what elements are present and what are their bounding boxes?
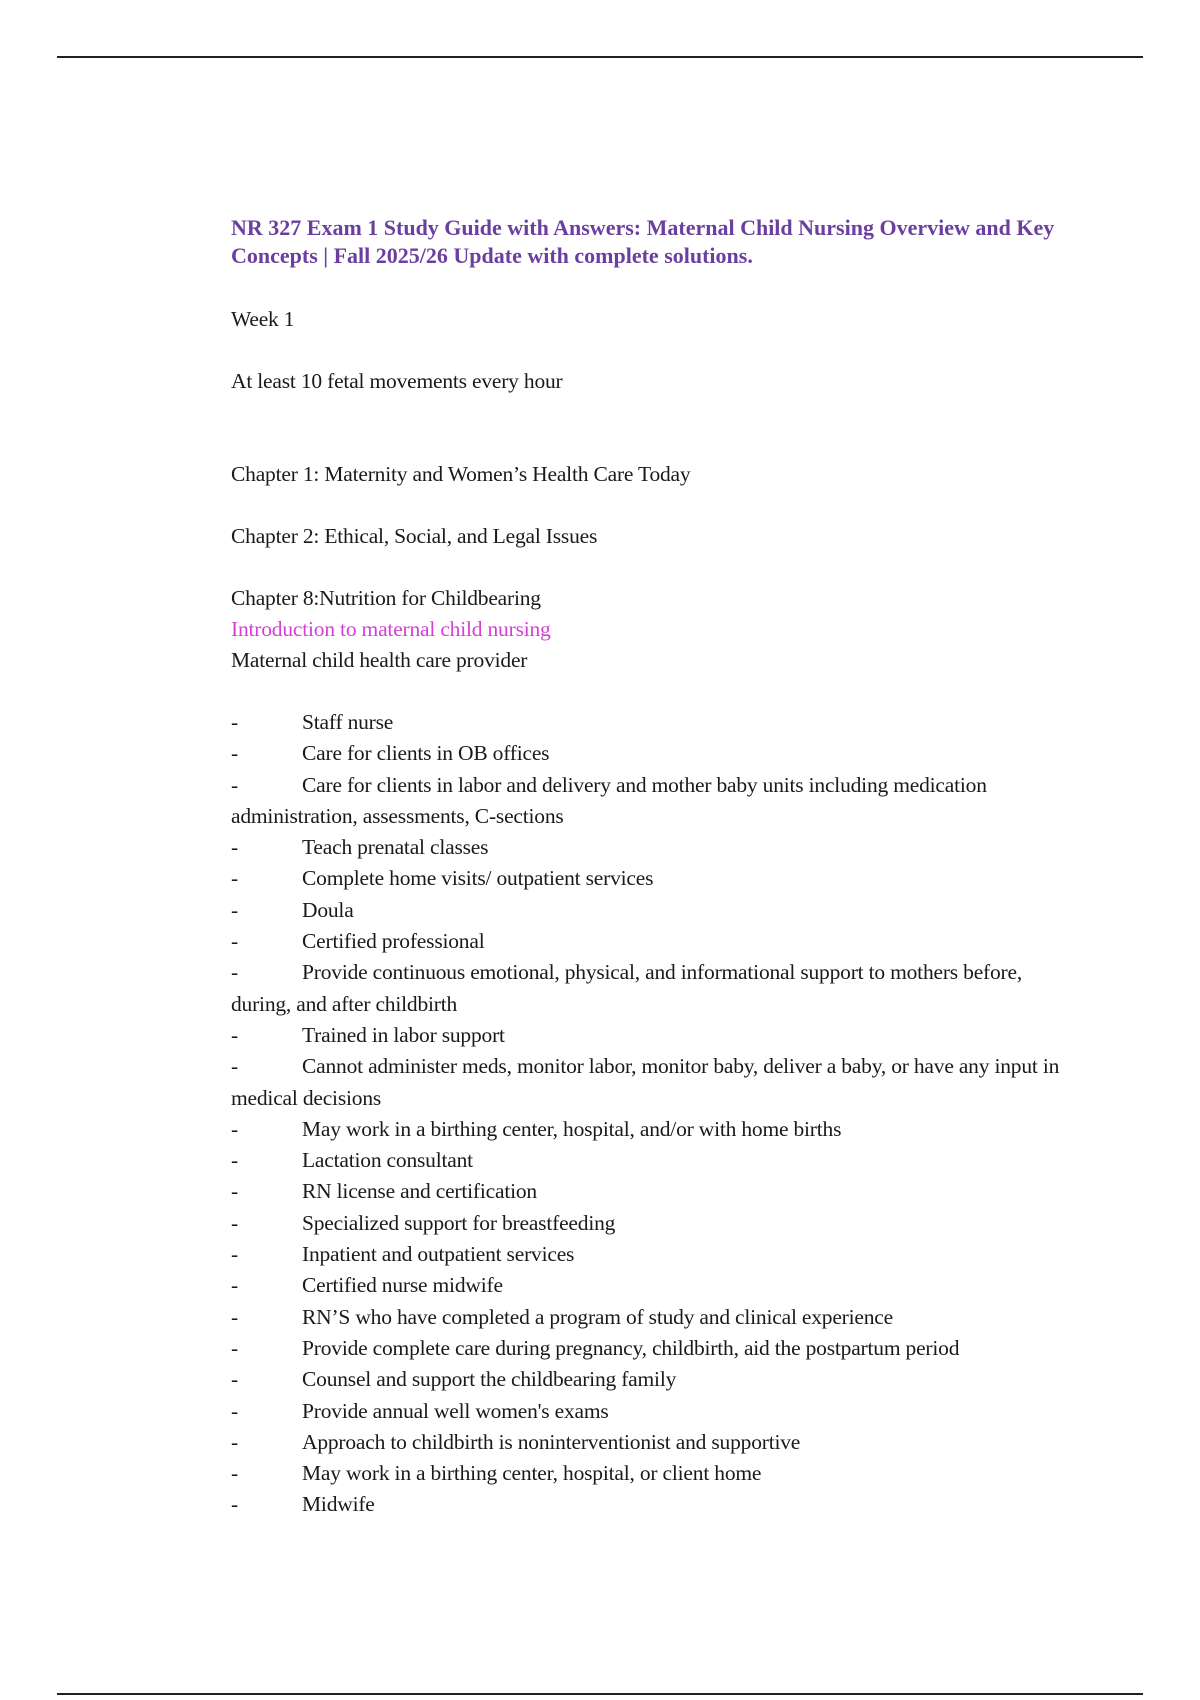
list-item-text: RN’S who have completed a program of study and clinical experience: [302, 1304, 893, 1329]
list-item-text: Staff nurse: [302, 710, 394, 734]
bullet-dash: -: [231, 741, 238, 766]
bullet-dash: -: [231, 897, 238, 922]
bullet-dash: -: [231, 1367, 238, 1392]
list-item-text: May work in a birthing center, hospital, or client home: [302, 1461, 762, 1486]
list-item: [231, 832, 1071, 863]
bullet-dash: -: [231, 710, 238, 734]
list-item-text: Care for clients in labor and delivery and mother baby units including medication administration, assessments, C-sections: [231, 772, 987, 828]
list-item-text: Specialized support for breastfeeding: [302, 1210, 616, 1235]
bullet-dash: -: [231, 1242, 238, 1267]
list-item: [231, 1270, 1071, 1301]
list-item-text: Complete home visits/ outpatient services: [302, 866, 654, 891]
provider-list: [231, 707, 1071, 1521]
list-item-text: Provide annual well women's exams: [302, 1398, 609, 1423]
bullet-dash: -: [231, 1054, 238, 1079]
week-label: Week 1: [231, 307, 295, 331]
bullet-dash: -: [231, 1429, 238, 1454]
list-item-text: Inpatient and outpatient services: [302, 1242, 575, 1267]
list-item-text: RN license and certification: [302, 1179, 537, 1204]
list-item: [231, 1396, 1071, 1427]
list-item: [231, 863, 1071, 894]
document-title: NR 327 Exam 1 Study Guide with Answers: Maternal Child Nursing Overview and Key Concepts | Fall 2025/26 Update with complete solutions.: [231, 215, 1055, 268]
list-item: [231, 1489, 1071, 1520]
list-item-text: Lactation consultant: [302, 1148, 473, 1173]
list-item-text: Provide complete care during pregnancy, childbirth, aid the postpartum period: [302, 1335, 960, 1360]
bullet-dash: -: [231, 1335, 238, 1360]
list-item: [231, 1302, 1071, 1333]
list-item-text: Doula: [302, 897, 354, 922]
chapter-8-heading: Chapter 8:Nutrition for Childbearing: [231, 586, 541, 610]
bullet-dash: -: [231, 772, 238, 797]
list-item: [231, 1427, 1071, 1458]
list-item-text: Certified nurse midwife: [302, 1273, 503, 1298]
bullet-dash: -: [231, 929, 238, 954]
list-item: [231, 738, 1071, 769]
list-item-text: Trained in labor support: [302, 1022, 505, 1047]
bullet-dash: -: [231, 1179, 238, 1204]
list-item: [231, 1333, 1071, 1364]
bullet-dash: -: [231, 1398, 238, 1423]
list-item-text: May work in a birthing center, hospital, and/or with home births: [302, 1116, 842, 1141]
document-body: [231, 214, 1071, 1521]
list-item: [231, 957, 1071, 1020]
bullet-dash: -: [231, 1492, 238, 1517]
intro-heading: Introduction to maternal child nursing: [231, 617, 551, 641]
bullet-dash: -: [231, 866, 238, 891]
list-item: [231, 1051, 1071, 1114]
list-item-text: Approach to childbirth is noninterventionist and supportive: [302, 1429, 801, 1454]
list-item: [231, 1176, 1071, 1207]
list-item-text: Teach prenatal classes: [302, 835, 489, 860]
top-rule: [57, 56, 1143, 58]
bottom-rule: [57, 1693, 1143, 1695]
bullet-dash: -: [231, 1461, 238, 1486]
provider-heading: Maternal child health care provider: [231, 648, 528, 672]
list-item-text: Provide continuous emotional, physical, and informational support to mothers before, during, and after childbirth: [231, 960, 1023, 1016]
list-item-text: Counsel and support the childbearing family: [302, 1367, 677, 1392]
bullet-dash: -: [231, 1210, 238, 1235]
list-item-text: Midwife: [302, 1492, 375, 1517]
list-item: [231, 1114, 1071, 1145]
chapter-1-heading: Chapter 1: Maternity and Women’s Health Care Today: [231, 462, 691, 486]
list-item-text: Care for clients in OB offices: [302, 741, 550, 766]
bullet-dash: -: [231, 1273, 238, 1298]
list-item: [231, 1145, 1071, 1176]
list-item: [231, 770, 1071, 833]
list-item: [231, 1458, 1071, 1489]
bullet-dash: -: [231, 835, 238, 860]
bullet-dash: -: [231, 1022, 238, 1047]
bullet-dash: -: [231, 1304, 238, 1329]
list-item: [231, 1239, 1071, 1270]
list-item: [231, 1208, 1071, 1239]
bullet-dash: -: [231, 960, 238, 985]
chapter-2-heading: Chapter 2: Ethical, Social, and Legal Issues: [231, 524, 598, 548]
list-item-text: Certified professional: [302, 929, 485, 954]
list-item: [231, 1020, 1071, 1051]
list-item-text: Cannot administer meds, monitor labor, monitor baby, deliver a baby, or have any input in medical decisions: [231, 1054, 1060, 1110]
bullet-dash: -: [231, 1148, 238, 1173]
list-item: [231, 926, 1071, 957]
list-item: [231, 895, 1071, 926]
list-item: [231, 1364, 1071, 1395]
list-item: [231, 707, 1071, 738]
bullet-dash: -: [231, 1116, 238, 1141]
fetal-movement-note: At least 10 fetal movements every hour: [231, 369, 563, 393]
